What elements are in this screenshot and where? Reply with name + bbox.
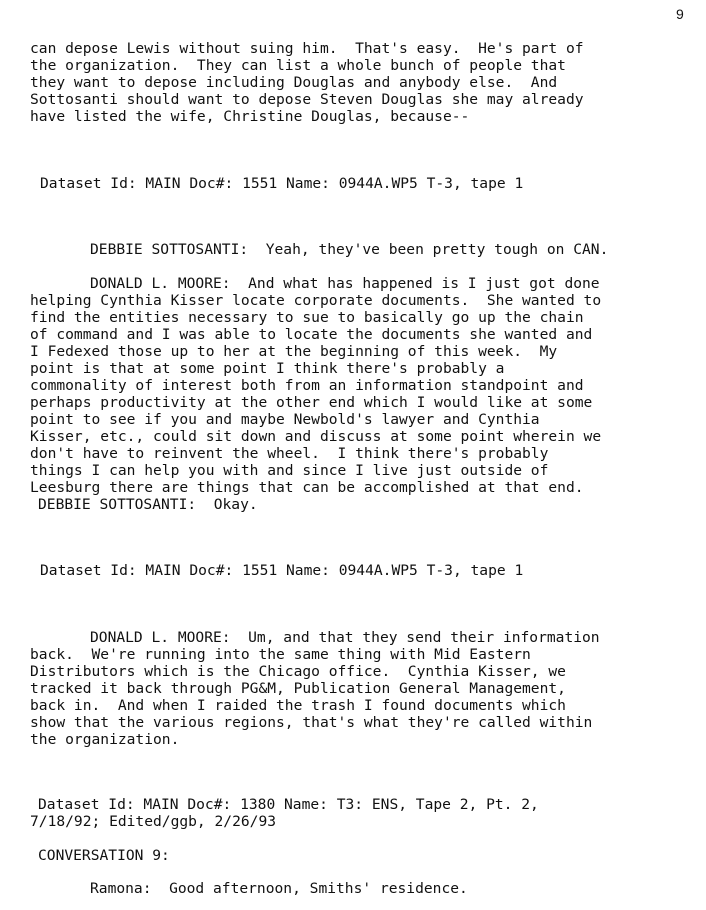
text-line: point is that at some point I think there's probably a: [30, 360, 505, 377]
text-line: tracked it back through PG&M, Publication General Management,: [30, 680, 566, 697]
text-line: find the entities necessary to sue to basically go up the chain: [30, 309, 584, 326]
page-number: 9: [676, 6, 684, 22]
text-line: DONALD L. MOORE: Um, and that they send their information: [90, 629, 600, 646]
dataset-header-1: Dataset Id: MAIN Doc#: 1551 Name: 0944A.WP5 T-3, tape 1: [40, 175, 524, 192]
text-line: Sottosanti should want to depose Steven Douglas she may already: [30, 91, 584, 108]
text-line: DONALD L. MOORE: And what has happened is I just got done: [90, 275, 600, 292]
text-line: 7/18/92; Edited/ggb, 2/26/93: [30, 813, 277, 830]
text-line: back in. And when I raided the trash I found documents which: [30, 697, 566, 714]
text-line: don't have to reinvent the wheel. I think there's probably: [30, 445, 549, 462]
text-line: the organization. They can list a whole bunch of people that: [30, 57, 566, 74]
speaker-line-debbie-1: DEBBIE SOTTOSANTI: Yeah, they've been pretty tough on CAN.: [90, 241, 609, 258]
speaker-line-debbie-2: DEBBIE SOTTOSANTI: Okay.: [38, 496, 258, 513]
speaker-line-ramona: Ramona: Good afternoon, Smiths' residence.: [90, 880, 468, 897]
text-line: of command and I was able to locate the documents she wanted and: [30, 326, 593, 343]
text-line: have listed the wife, Christine Douglas, because--: [30, 108, 470, 125]
text-line: commonality of interest both from an information standpoint and: [30, 377, 584, 394]
text-line: they want to depose including Douglas and anybody else. And: [30, 74, 558, 91]
text-line: Kisser, etc., could sit down and discuss at some point wherein we: [30, 428, 602, 445]
text-line: things I can help you with and since I live just outside of: [30, 462, 549, 479]
text-line: back. We're running into the same thing with Mid Eastern: [30, 646, 531, 663]
text-line: Dataset Id: MAIN Doc#: 1380 Name: T3: ENS, Tape 2, Pt. 2,: [38, 796, 539, 813]
text-line: Leesburg there are things that can be accomplished at that end.: [30, 479, 584, 496]
text-line: can depose Lewis without suing him. That's easy. He's part of: [30, 40, 584, 57]
text-line: helping Cynthia Kisser locate corporate documents. She wanted to: [30, 292, 602, 309]
text-line: I Fedexed those up to her at the beginning of this week. My: [30, 343, 558, 360]
text-line: show that the various regions, that's what they're called within: [30, 714, 593, 731]
text-line: perhaps productivity at the other end which I would like at some: [30, 394, 593, 411]
text-line: Distributors which is the Chicago office. Cynthia Kisser, we: [30, 663, 566, 680]
conversation-heading: CONVERSATION 9:: [38, 847, 170, 864]
text-line: the organization.: [30, 731, 180, 748]
text-line: point to see if you and maybe Newbold's lawyer and Cynthia: [30, 411, 540, 428]
dataset-header-2: Dataset Id: MAIN Doc#: 1551 Name: 0944A.WP5 T-3, tape 1: [40, 562, 524, 579]
